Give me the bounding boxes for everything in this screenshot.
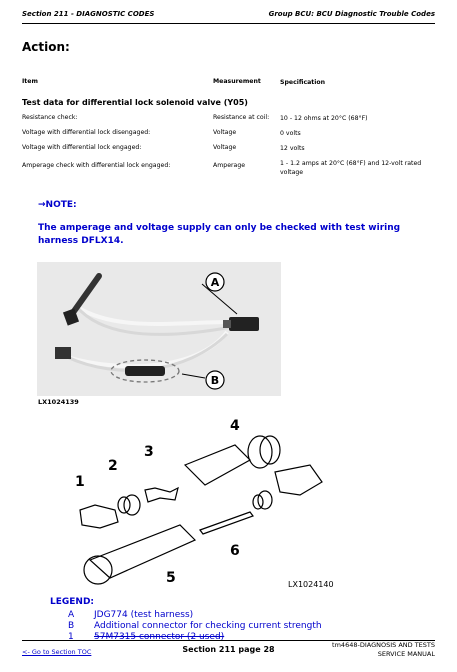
legend-key: 1 <box>68 632 74 642</box>
legend-value: 57M7315 connector (2 used) <box>94 632 225 642</box>
row-specification: 12 volts <box>280 145 305 152</box>
header-group: Group BCU: BCU Diagnostic Trouble Codes <box>268 10 435 18</box>
callout-1: 1 <box>75 474 85 490</box>
table-row <box>22 144 437 159</box>
figure1-caption: LX1024139 <box>38 398 79 406</box>
test-harness-illustration <box>37 262 281 396</box>
callout-3: 3 <box>144 444 154 460</box>
legend-value: JDG774 (test harness) <box>94 610 194 620</box>
row-item: Voltage with differential lock engaged: <box>22 144 142 151</box>
header-section: Section 211 - DIAGNOSTIC CODES <box>22 10 155 18</box>
legend-value: Additional connector for checking current strength <box>94 621 322 631</box>
legend-title: LEGEND: <box>50 597 95 607</box>
legend-key: A <box>68 610 75 620</box>
col-item-header: Item <box>22 78 38 85</box>
callout-2: 2 <box>108 458 118 474</box>
table-row <box>22 129 437 144</box>
callout-4: 4 <box>230 418 240 434</box>
callout-5: 5 <box>166 570 176 586</box>
table-row <box>22 159 437 179</box>
section-toc-link[interactable]: <- Go to Section TOC <box>22 648 92 656</box>
action-title: Action: <box>22 40 70 54</box>
row-specification: 1 - 1.2 amps at 20°C (68°F) and 12-volt rated voltage <box>280 160 422 176</box>
test-harness-photo <box>37 262 281 396</box>
test-data-table <box>22 78 437 179</box>
row-specification: 0 volts <box>280 130 301 137</box>
callout-b: B <box>210 374 220 387</box>
table-row <box>22 114 437 129</box>
header-divider <box>22 23 435 24</box>
row-measurement: Amperage <box>213 162 246 169</box>
note-label: →NOTE: <box>38 200 77 210</box>
manual-id-line2: SERVICE MANUAL <box>377 650 435 658</box>
manual-id-line1: tm4648-DIAGNOSIS AND TESTS <box>332 641 435 649</box>
figure2-caption: LX1024140 <box>288 580 334 589</box>
note-text: The amperage and voltage supply can only be checked with test wiring harness DFLX14. <box>38 223 401 246</box>
col-measurement-header: Measurement <box>213 78 261 85</box>
row-measurement: Voltage <box>213 144 237 151</box>
row-item: Amperage check with differential lock engaged: <box>22 162 171 169</box>
table-header-row <box>22 78 437 98</box>
legend-key: B <box>68 621 75 631</box>
manual-id <box>332 641 435 659</box>
connector-exploded-view <box>60 410 380 595</box>
callout-6: 6 <box>230 543 240 559</box>
row-specification: 10 - 12 ohms at 20°C (68°F) <box>280 115 368 122</box>
callout-a: A <box>210 276 220 289</box>
row-measurement: Voltage <box>213 129 237 136</box>
col-specification-header: Specification <box>280 79 326 86</box>
row-item: Voltage with differential lock disengaged: <box>22 129 151 136</box>
table-section-title: Test data for differential lock solenoid valve (Y05) <box>22 98 248 107</box>
row-item: Resistance check: <box>22 114 78 121</box>
connector-exploded-illustration <box>60 410 380 595</box>
row-measurement: Resistance at coil: <box>213 114 270 121</box>
page-number: Section 211 page 28 <box>182 645 275 654</box>
